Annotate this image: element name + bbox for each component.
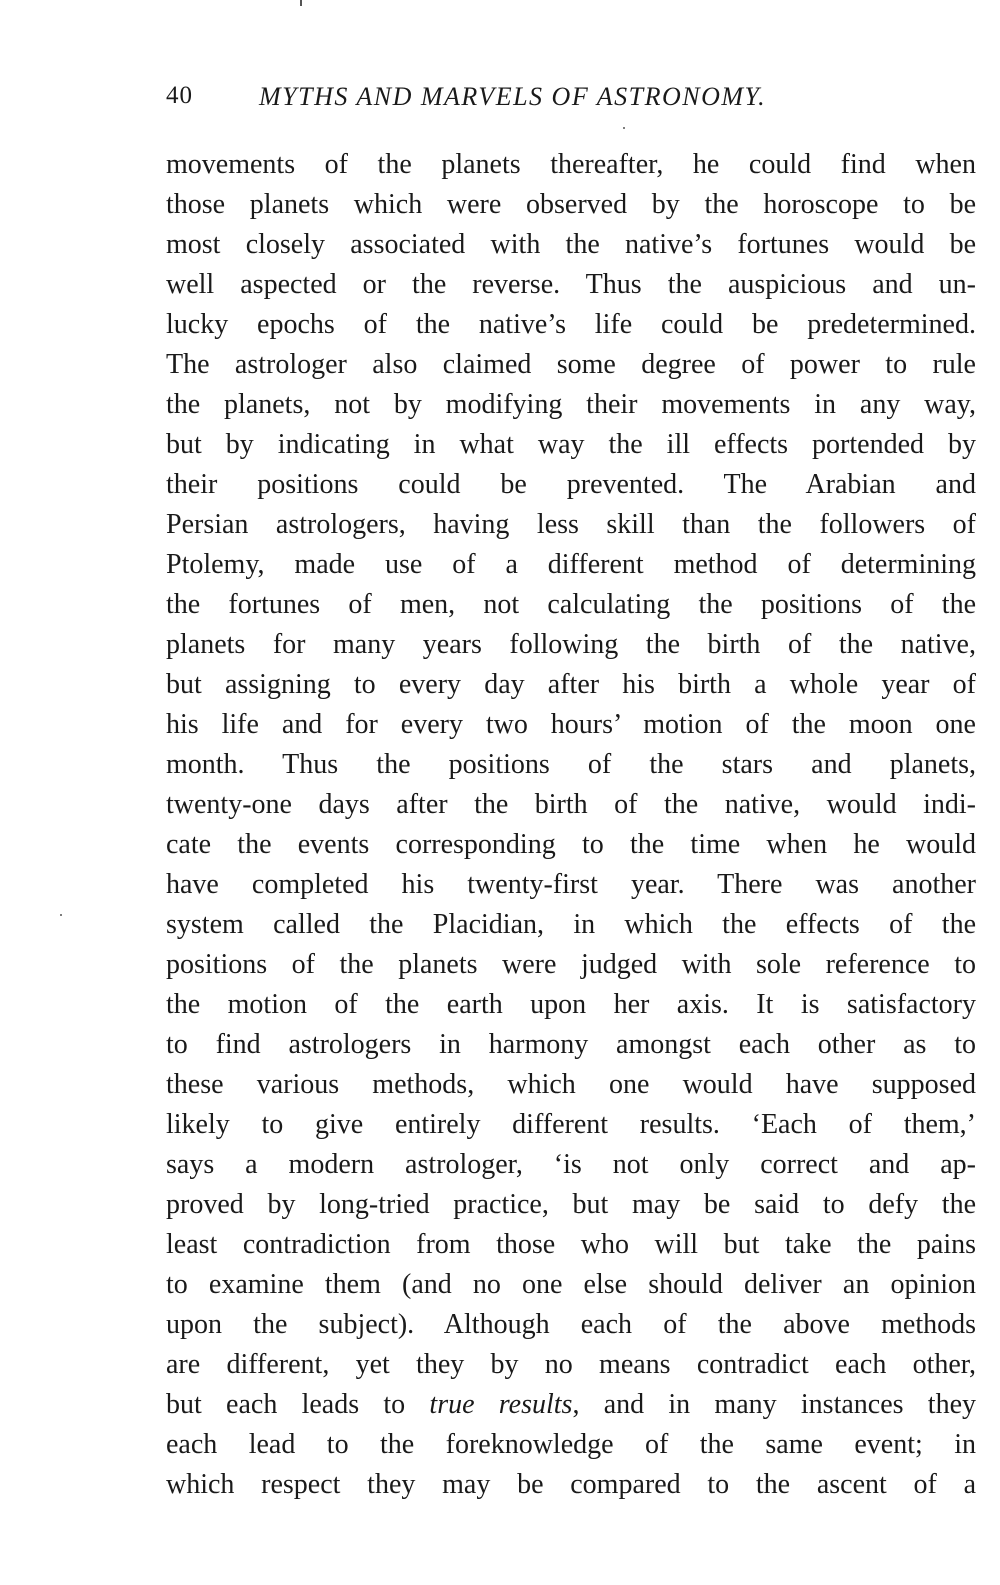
text-line: to find astrologers in harmony amongst each other as to xyxy=(166,1029,976,1060)
text-line: says a modern astrologer, ‘is not only correct and ap- xyxy=(166,1149,976,1180)
text-segment: but each leads to xyxy=(166,1389,430,1420)
text-line: upon the subject). Although each of the above methods xyxy=(166,1309,976,1340)
text-line: Persian astrologers, having less skill than the followers of xyxy=(166,509,976,540)
text-line: system called the Placidian, in which the effects of the xyxy=(166,909,976,940)
text-line: but by indicating in what way the ill effects portended by xyxy=(166,429,976,460)
text-line: those planets which were observed by the horoscope to be xyxy=(166,189,976,220)
text-line: these various methods, which one would have supposed xyxy=(166,1069,976,1100)
text-line: are different, yet they by no means contradict each other, xyxy=(166,1349,976,1380)
text-line: the planets, not by modifying their movements in any way, xyxy=(166,389,976,420)
text-line-with-emphasis xyxy=(166,1385,976,1425)
text-line: to examine them (and no one else should deliver an opinion xyxy=(166,1269,976,1300)
text-line: the motion of the earth upon her axis. It is satisfactory xyxy=(166,989,976,1020)
text-line: twenty-one days after the birth of the native, would indi- xyxy=(166,789,976,820)
body-text xyxy=(166,145,976,1505)
text-line: but assigning to every day after his birth a whole year of xyxy=(166,669,976,700)
text-line: the fortunes of men, not calculating the positions of the xyxy=(166,589,976,620)
scan-speck xyxy=(60,914,62,916)
text-line: positions of the planets were judged with sole reference to xyxy=(166,949,976,980)
page-number: 40 xyxy=(166,82,193,109)
text-line: movements of the planets thereafter, he could find when xyxy=(166,149,976,180)
text-line: cate the events corresponding to the time when he would xyxy=(166,829,976,860)
text-line: his life and for every two hours’ motion of the moon one xyxy=(166,709,976,740)
text-line: proved by long-tried practice, but may be said to defy the xyxy=(166,1189,976,1220)
page-header xyxy=(166,82,976,122)
text-line: which respect they may be compared to the ascent of a xyxy=(166,1469,976,1500)
text-line: The astrologer also claimed some degree of power to rule xyxy=(166,349,976,380)
text-line: Ptolemy, made use of a different method of determining xyxy=(166,549,976,580)
text-line: have completed his twenty-first year. There was another xyxy=(166,869,976,900)
scan-speck xyxy=(300,0,302,6)
text-line: most closely associated with the native’s fortunes would be xyxy=(166,229,976,260)
text-line: well aspected or the reverse. Thus the auspicious and un- xyxy=(166,269,976,300)
text-line: likely to give entirely different results. ‘Each of them,’ xyxy=(166,1109,976,1140)
text-line: lucky epochs of the native’s life could be predetermined. xyxy=(166,309,976,340)
text-line: least contradiction from those who will but take the pains xyxy=(166,1229,976,1260)
running-title: MYTHS AND MARVELS OF ASTRONOMY. xyxy=(259,82,767,111)
text-line: month. Thus the positions of the stars and planets, xyxy=(166,749,976,780)
scan-speck xyxy=(623,127,625,129)
emphasis-text: true results xyxy=(429,1389,573,1420)
text-segment: , and in many instances they xyxy=(572,1389,976,1420)
text-line: each lead to the foreknowledge of the same event; in xyxy=(166,1429,976,1460)
text-line: planets for many years following the birth of the native, xyxy=(166,629,976,660)
text-line: their positions could be prevented. The Arabian and xyxy=(166,469,976,500)
